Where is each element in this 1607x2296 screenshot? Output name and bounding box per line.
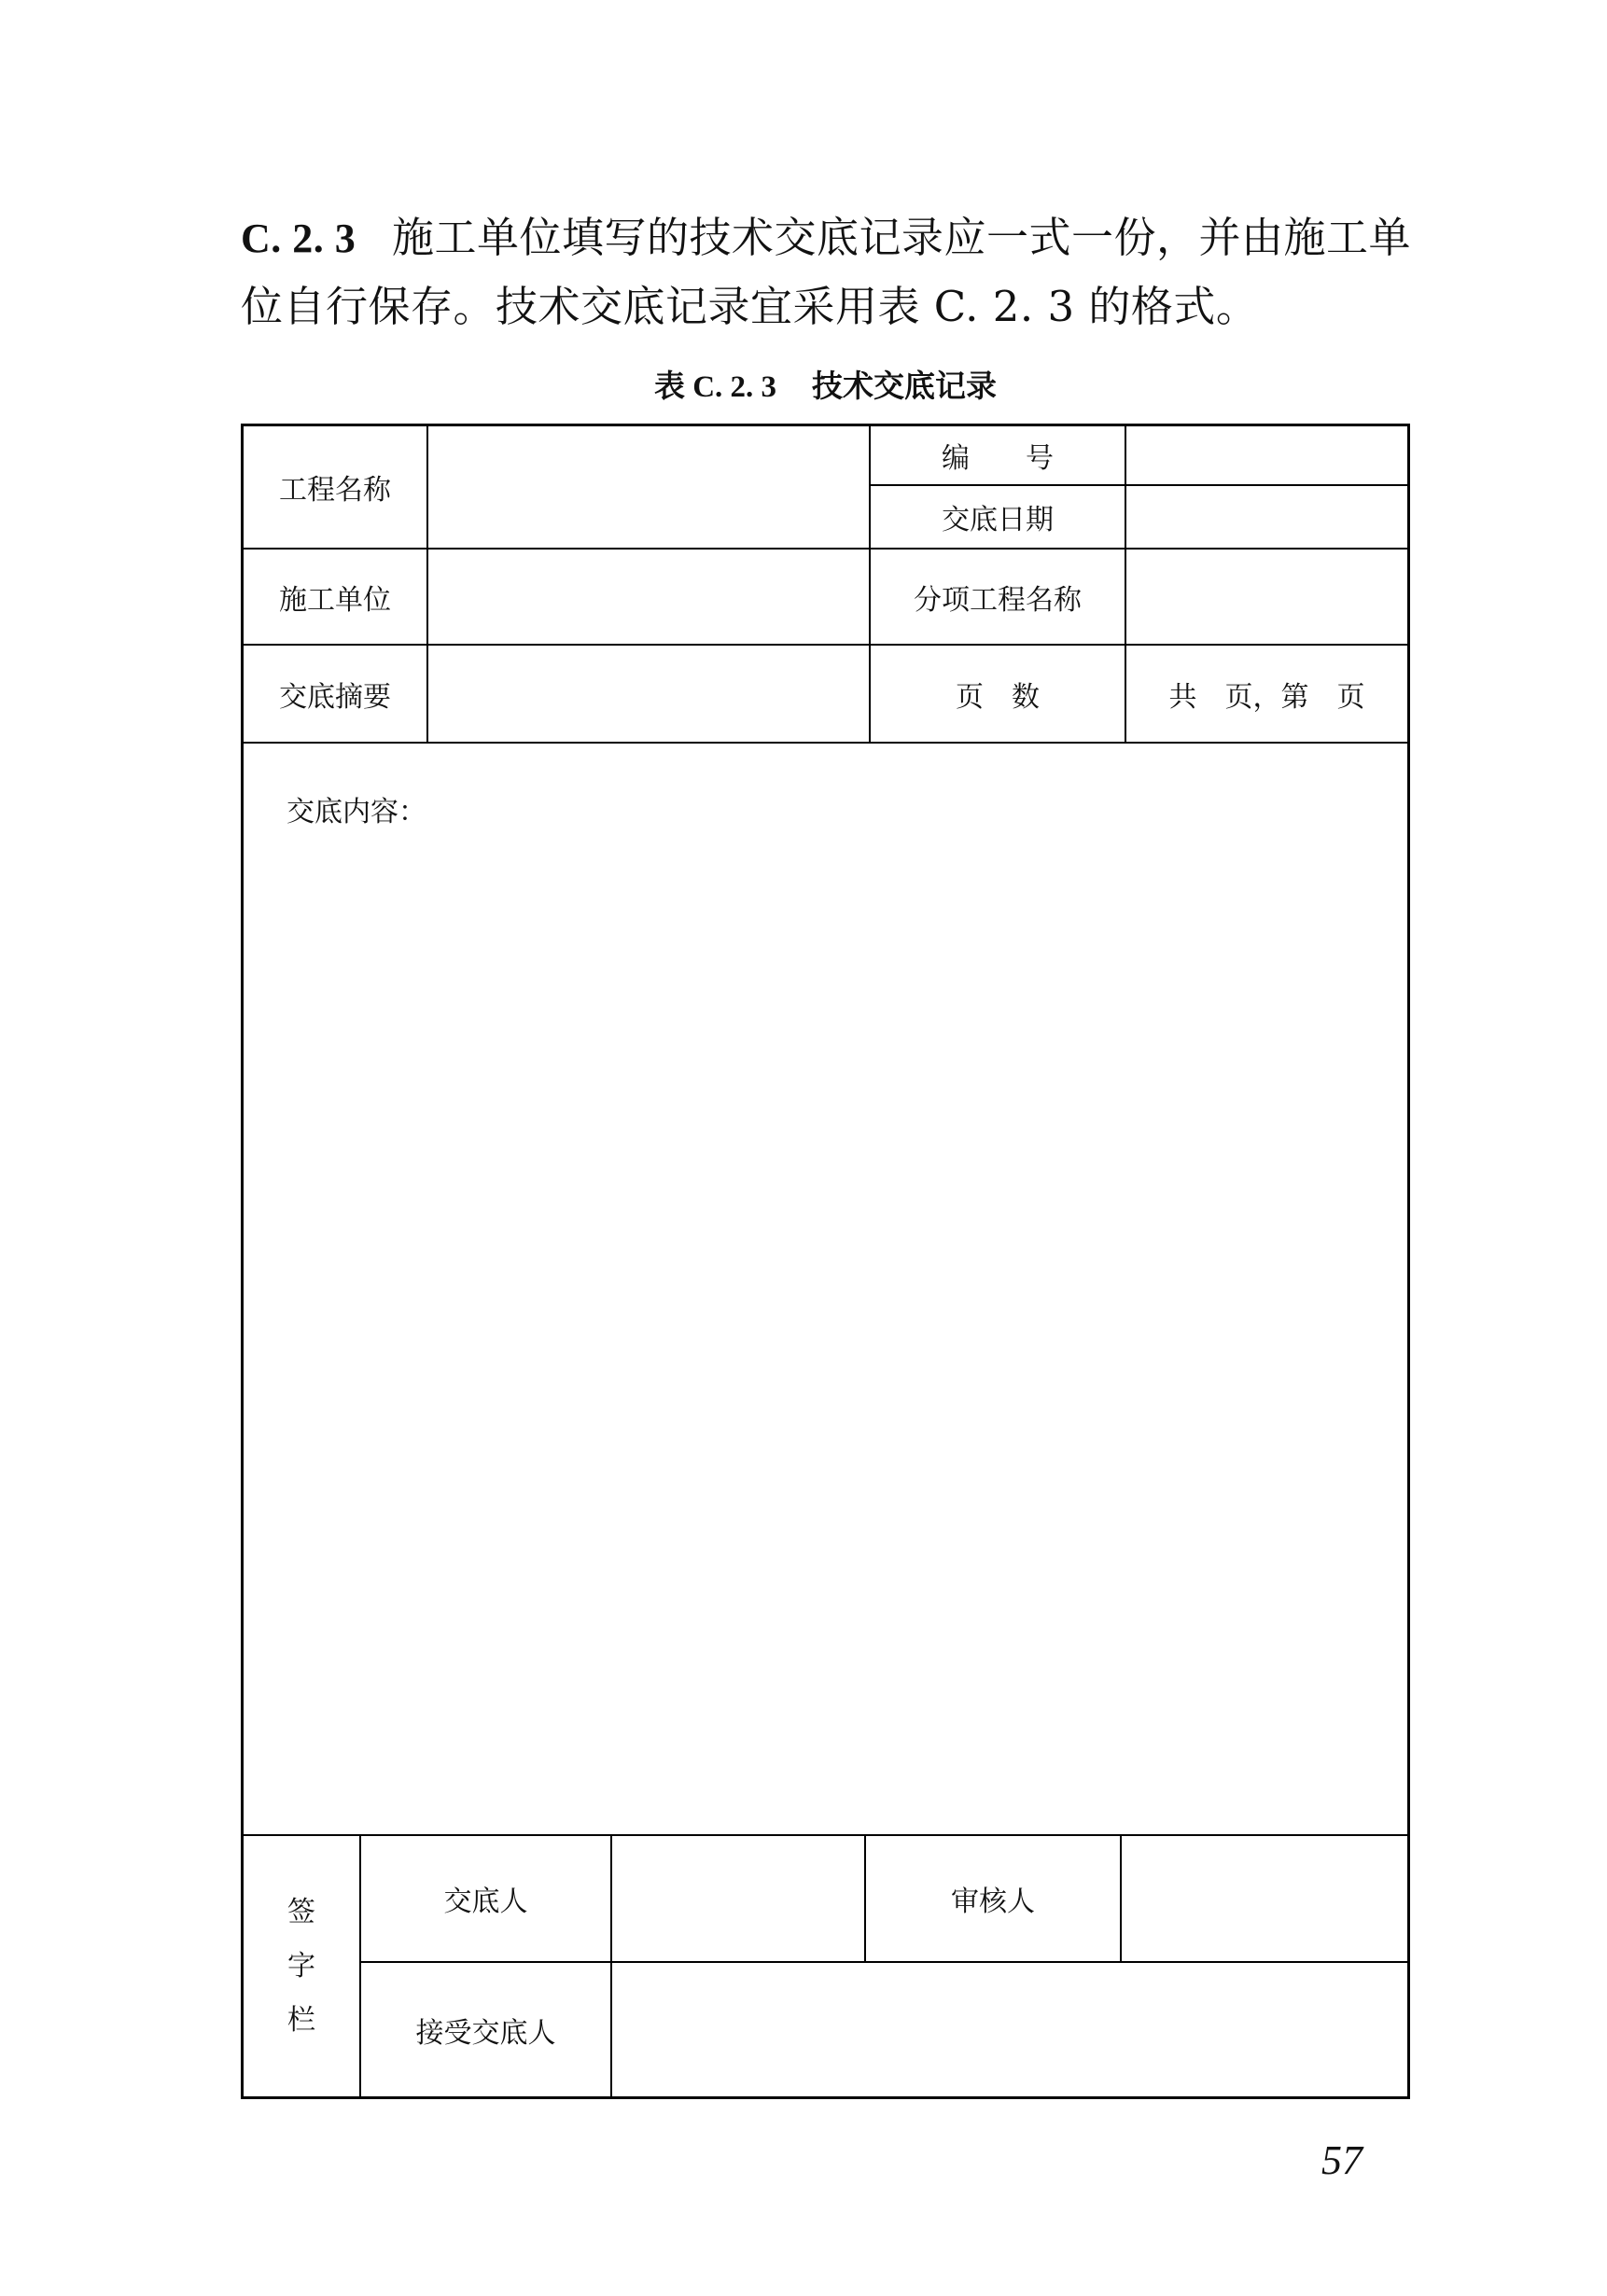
reviewer-signature-field: [1122, 1836, 1407, 1963]
recipient-label: 接受交底人: [361, 1963, 612, 2096]
project-name-label: 工程名称: [244, 426, 428, 550]
signature-section-char-1: 签: [287, 1895, 315, 1928]
summary-label: 交底摘要: [244, 646, 428, 744]
clause-text-line-1: 施工单位填写的技术交底记录应一式一份，并由施工单: [392, 213, 1412, 262]
disclosure-date-label: 交底日期: [871, 486, 1126, 550]
pages-value: 共 页，第 页: [1126, 646, 1407, 744]
signature-section-char-2: 字: [287, 1949, 315, 1983]
recipient-signature-field: [612, 1963, 1407, 2096]
clause-text-line-2: 位自行保存。技术交底记录宜采用表 C. 2. 3 的格式。: [241, 282, 1259, 331]
page-number: 57: [1321, 2137, 1362, 2183]
serial-no-field: [1126, 426, 1407, 486]
signature-section-label: [244, 1836, 361, 2096]
reviewer-label: 审核人: [866, 1836, 1122, 1963]
summary-field: [428, 646, 871, 744]
serial-no-label: 编 号: [871, 426, 1126, 486]
discloser-label: 交底人: [361, 1836, 612, 1963]
clause-number: C. 2. 3: [241, 216, 356, 261]
construction-unit-label: 施工单位: [244, 550, 428, 646]
sub-item-name-label: 分项工程名称: [871, 550, 1126, 646]
content-label: 交底内容：: [286, 796, 426, 828]
pages-label: 页 数: [871, 646, 1126, 744]
table-caption: [241, 367, 1410, 406]
table-caption-title: 技术交底记录: [812, 368, 998, 404]
table-caption-number: 表 C. 2. 3: [653, 370, 777, 404]
construction-unit-field: [428, 550, 871, 646]
disclosure-date-field: [1126, 486, 1407, 550]
sub-item-name-field: [1126, 550, 1407, 646]
clause-line-1: [241, 212, 1411, 264]
signature-section-char-3: 栏: [287, 2003, 315, 2037]
clause-line-2: [241, 281, 1258, 333]
content-area: [244, 744, 1407, 1836]
disclosure-record-form: [241, 424, 1410, 2099]
discloser-signature-field: [612, 1836, 866, 1963]
project-name-field: [428, 426, 871, 550]
